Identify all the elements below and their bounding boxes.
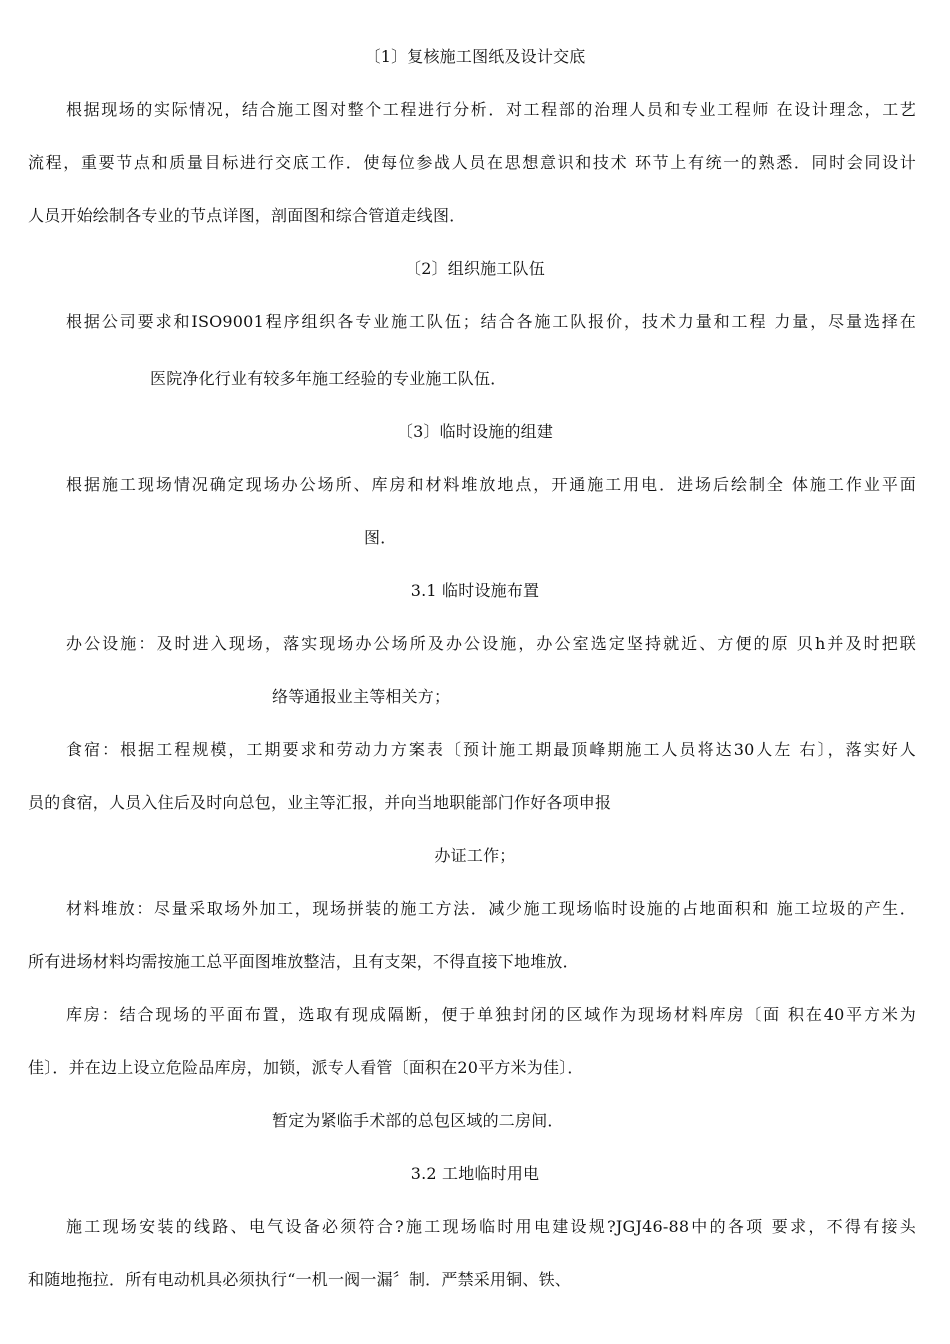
paragraph-line: 根据现场的实际情况，结合施工图对整个工程进行分析．对工程部的治理人员和专业工程师 在设计理念，工艺 <box>66 100 916 119</box>
paragraph-line: 根据施工现场情况确定现场办公场所、库房和材料堆放地点，开通施工用电．进场后绘制全 体施工作业平面 <box>66 475 916 494</box>
paragraph-line: 材料堆放：尽量采取场外加工，现场拼装的施工方法．减少施工现场临时设施的占地面积和 施工垃圾的产生． <box>66 899 916 918</box>
paragraph-line: 办公设施：及时进入现场，落实现场办公场所及办公设施，办公室选定坚持就近、方便的原 贝h并及时把联 <box>66 634 916 653</box>
paragraph-line: 图． <box>364 528 397 547</box>
section-heading-3: 〔3〕临时设施的组建 <box>396 422 554 441</box>
paragraph-line: 流程，重要节点和质量目标进行交底工作．使每位参战人员在思想意识和技术 环节上有统一的熟悉．同时会同设计 <box>28 153 916 172</box>
section-heading-1: 〔1〕复核施工图纸及设计交底 <box>364 47 586 66</box>
paragraph-line: 食宿：根据工程规模，工期要求和劳动力方案表〔预计施工期最顶峰期施工人员将达30人左 右〕，落实好人 <box>66 740 916 759</box>
paragraph-line: 暂定为紧临手术部的总包区域的二房间． <box>272 1111 564 1130</box>
subsection-heading-3-1: 3.1 临时设施布置 <box>410 581 540 600</box>
paragraph-line: 办证工作； <box>434 846 516 865</box>
subsection-heading-3-2: 3.2 工地临时用电 <box>410 1164 540 1183</box>
paragraph-line: 和随地拖拉．所有电动机具必须执行“一机一阀一漏〞制．严禁采用铜、铁、 <box>28 1270 571 1289</box>
paragraph-line: 根据公司要求和ISO9001程序组织各专业施工队伍；结合各施工队报价，技术力量和工程 力量，尽量选择在 <box>66 312 916 331</box>
paragraph-line: 所有进场材料均需按施工总平面图堆放整洁，且有支架，不得直接下地堆放． <box>28 952 579 971</box>
paragraph-line: 医院净化行业有较多年施工经验的专业施工队伍． <box>150 369 507 388</box>
paragraph-line: 施工现场安装的线路、电气设备必须符合?施工现场临时用电建设规?JGJ46-88中的各项 要求，不得有接头 <box>66 1217 916 1236</box>
section-heading-2: 〔2〕组织施工队伍 <box>405 259 545 278</box>
paragraph-line: 络等通报业主等相关方； <box>272 687 451 706</box>
paragraph-line: 库房：结合现场的平面布置，选取有现成隔断，便于单独封闭的区域作为现场材料库房〔面 积在40平方米为 <box>66 1005 916 1024</box>
paragraph-line: 人员开始绘制各专业的节点详图，剖面图和综合管道走线图． <box>28 206 466 225</box>
paragraph-line: 佳〕．并在边上设立危险品库房，加锁，派专人看管〔面积在20平方米为佳〕． <box>28 1058 584 1077</box>
paragraph-line: 员的食宿，人员入住后及时向总包，业主等汇报，并向当地职能部门作好各项申报 <box>28 793 612 812</box>
